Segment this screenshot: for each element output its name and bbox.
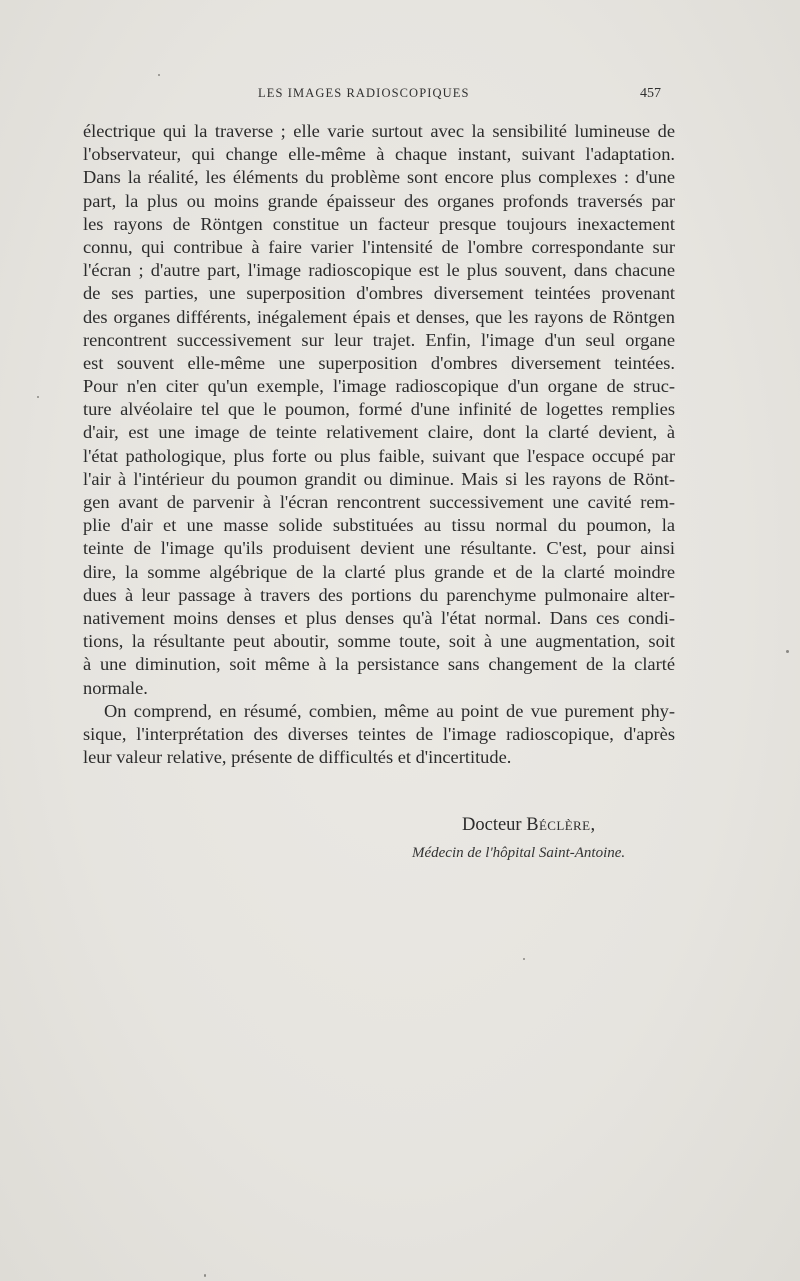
text-line: teinte de l'image qu'ils produisent devient une résultante. C'est, pour ainsi	[83, 538, 675, 559]
signature-suffix: ,	[590, 815, 596, 835]
text-line: Pour n'en citer qu'un exemple, l'image radioscopique d'un organe de struc-	[83, 376, 675, 397]
text-line: l'état pathologique, plus forte ou plus faible, suivant que l'espace occupé par	[83, 445, 675, 466]
signature-affiliation: Médecin de l'hôpital Saint-Antoine.	[412, 845, 626, 861]
paper-speck	[523, 958, 525, 960]
paper-speck	[204, 1274, 206, 1277]
text-line: d'air, est une image de teinte relativement claire, dont la clarté devient, à	[83, 422, 675, 443]
text-line: est souvent elle-même une superposition d'ombres diversement teintées.	[83, 352, 675, 373]
text-line: Dans la réalité, les éléments du problème sont encore plus complexes : d'une	[83, 167, 675, 188]
text-line: électrique qui la traverse ; elle varie surtout avec la sensibilité lumineuse de	[83, 121, 675, 141]
text-line: normale.	[83, 677, 148, 698]
page-header	[0, 86, 800, 106]
text-line: des organes différents, inégalement épais et denses, que les rayons de Röntgen	[83, 306, 675, 327]
text-line: l'observateur, qui change elle-même à chaque instant, suivant l'adaptation.	[83, 144, 675, 165]
text-line: leur valeur relative, présente de difficultés et d'incertitude.	[83, 747, 512, 768]
text-line: l'air à l'intérieur du poumon grandit ou diminue. Mais si les rayons de Rönt-	[83, 468, 675, 489]
text-line: nativement moins denses et plus denses qu'à l'état normal. Dans ces condi-	[83, 607, 675, 628]
text-line: dues à leur passage à travers des portions du parenchyme pulmonaire alter-	[83, 584, 675, 605]
text-line: plie d'air et une masse solide substituées au tissu normal du poumon, la	[83, 515, 675, 536]
text-line: On comprend, en résumé, combien, même au point de vue purement phy-	[104, 700, 675, 721]
body-text	[83, 120, 675, 769]
text-line: à une diminution, soit même à la persistance sans changement de la clarté	[83, 654, 675, 675]
text-line: les rayons de Röntgen constitue un facteur presque toujours inexactement	[83, 213, 675, 234]
text-line: l'écran ; d'autre part, l'image radioscopique est le plus souvent, dans chacune	[83, 260, 675, 281]
signature-prefix: Docteur	[462, 815, 522, 835]
signature-name: Béclère	[526, 815, 591, 835]
text-line: gen avant de parvenir à l'écran rencontrent successivement une cavité rem-	[83, 492, 675, 512]
text-line: tions, la résultante peut aboutir, somme toute, soit à une augmentation, soit	[83, 631, 675, 652]
text-line: rencontrent successivement sur leur trajet. Enfin, l'image d'un seul organe	[83, 329, 675, 350]
text-line: sique, l'interprétation des diverses teintes de l'image radioscopique, d'après	[83, 723, 675, 744]
paper-speck	[37, 396, 39, 398]
text-line: connu, qui contribue à faire varier l'intensité de l'ombre correspondante sur	[83, 236, 675, 257]
text-line: part, la plus ou moins grande épaisseur des organes profonds traversés par	[83, 190, 675, 211]
signature	[462, 815, 595, 836]
running-title: LES IMAGES RADIOSCOPIQUES	[258, 86, 470, 100]
paragraph	[83, 120, 675, 700]
page-number: 457	[640, 86, 661, 101]
text-line: ture alvéolaire tel que le poumon, formé d'une infinité de logettes remplies	[83, 399, 675, 420]
text-line: dire, la somme algébrique de la clarté plus grande et de la clarté moindre	[83, 561, 675, 582]
text-line: de ses parties, une superposition d'ombres diversement teintées provenant	[83, 283, 675, 304]
paper-speck	[786, 650, 789, 653]
paragraph	[83, 700, 675, 770]
paper-speck	[158, 74, 160, 76]
